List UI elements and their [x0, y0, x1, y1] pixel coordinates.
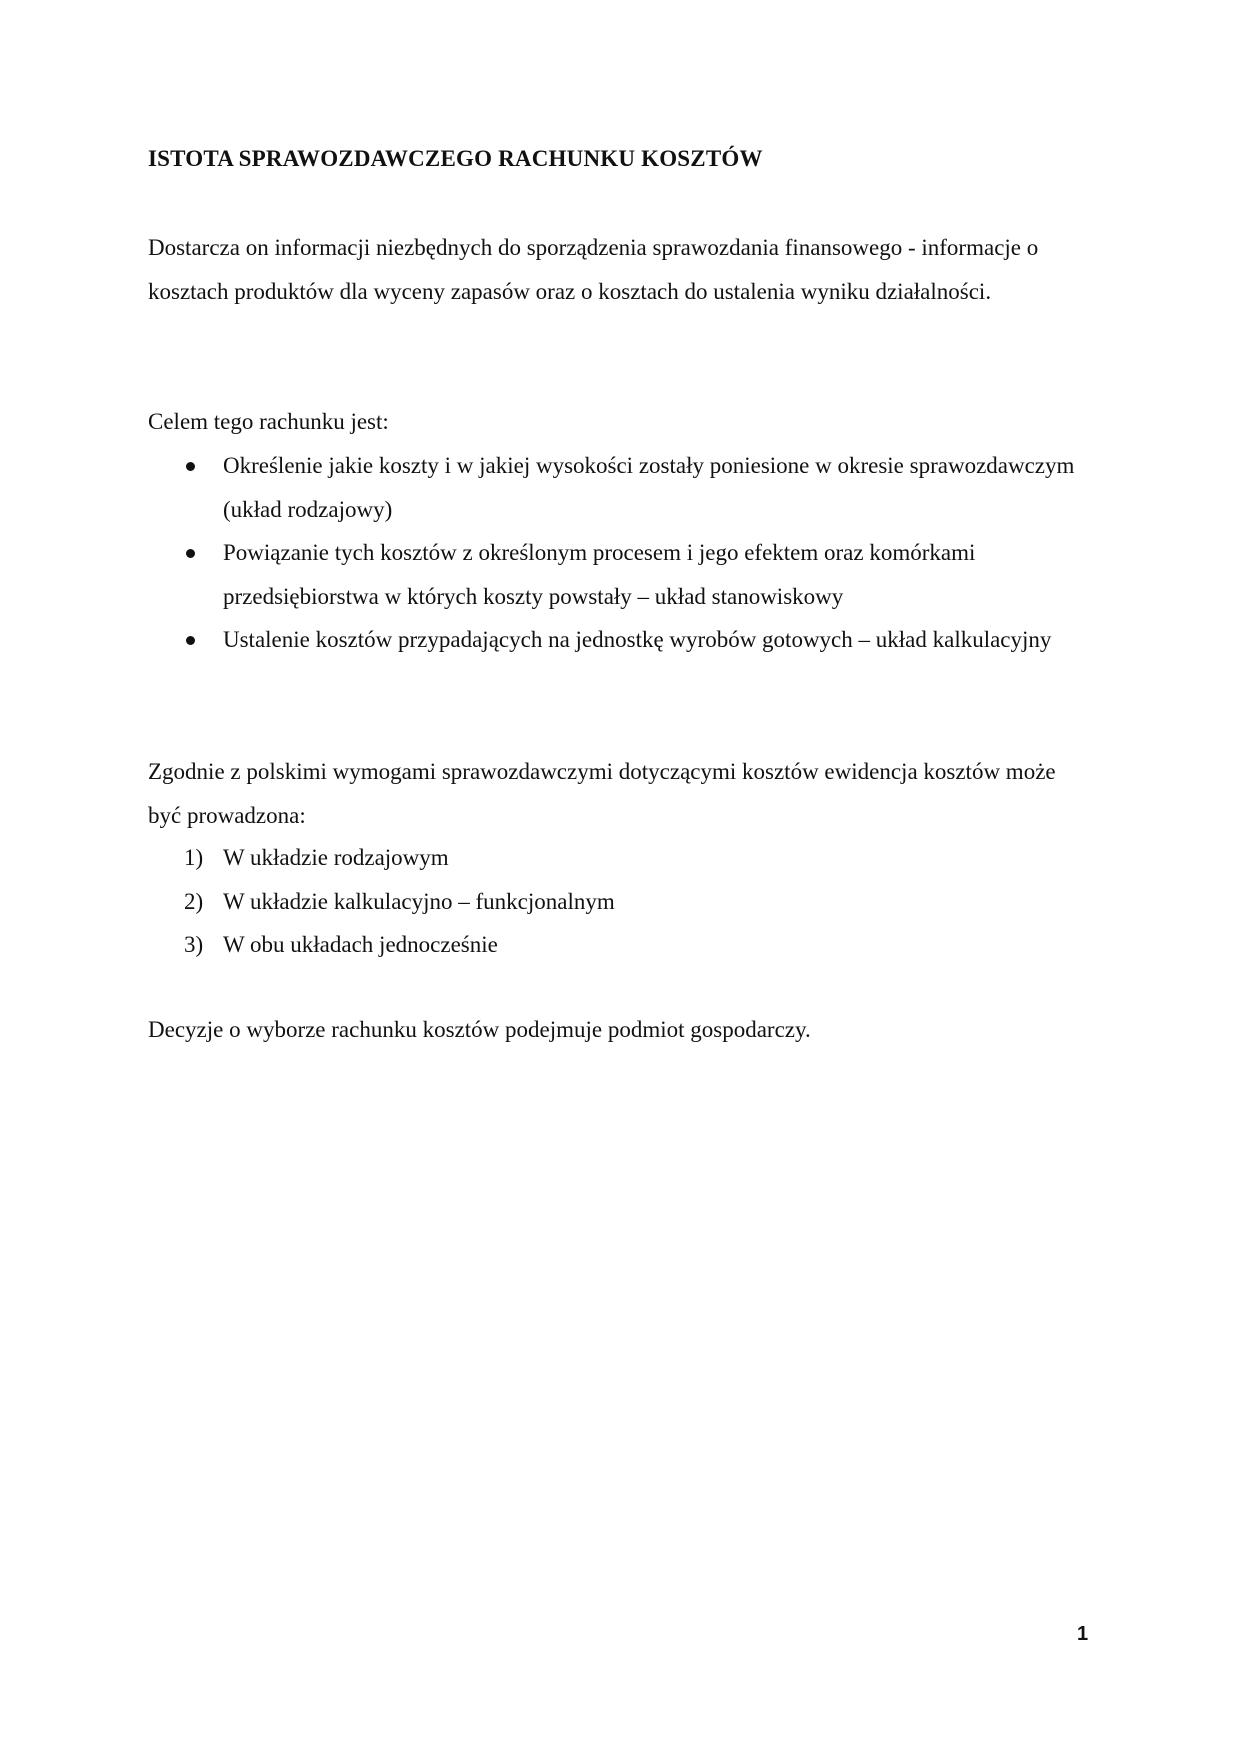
- item-number: 3): [184, 932, 204, 957]
- intro-paragraph: Dostarcza on informacji niezbędnych do sporządzenia sprawozdania finansowego - informacje o kosztach produktów dla wyceny zapasów oraz o kosztach do ustalenia wyniku działalności.: [148, 235, 1039, 304]
- item-text: W obu układach jednocześnie: [223, 932, 498, 957]
- numbered-item: [0, 923, 1240, 967]
- item-text: W układzie rodzajowym: [223, 845, 449, 870]
- numbered-item: [0, 880, 1240, 924]
- document-title: ISTOTA SPRAWOZDAWCZEGO RACHUNKU KOSZTÓW: [148, 146, 763, 171]
- bullet-icon: [186, 636, 195, 645]
- bullet-item: [0, 444, 1240, 531]
- page-number: 1: [1077, 1623, 1089, 1645]
- numbered-item: [0, 836, 1240, 880]
- bullet-text: Ustalenie kosztów przypadających na jednostkę wyrobów gotowych – układ kalkulacyjny: [223, 627, 1052, 652]
- item-number: 1): [184, 845, 204, 870]
- bullet-icon: [186, 549, 195, 558]
- bullet-text: Określenie jakie koszty i w jakiej wysokości zostały poniesione w okresie sprawozdawczym (układ rodzajowy): [223, 453, 1075, 522]
- goal-heading: Celem tego rachunku jest:: [148, 409, 389, 434]
- decision-sentence: Decyzje o wyborze rachunku kosztów podejmuje podmiot gospodarczy.: [148, 1017, 811, 1042]
- item-number: 2): [184, 888, 204, 914]
- records-paragraph: Zgodnie z polskimi wymogami sprawozdawczymi dotyczącymi kosztów ewidencja kosztów może być prowadzona:: [148, 759, 1056, 828]
- bullet-item: [0, 531, 1240, 618]
- numbered-list: [0, 836, 1240, 967]
- goals-bullet-list: [0, 444, 1240, 662]
- bullet-icon: [186, 462, 195, 471]
- bullet-text: Powiązanie tych kosztów z określonym procesem i jego efektem oraz komórkami przedsiębiorstwa w których koszty powstały – układ stanowiskowy: [223, 540, 976, 609]
- bullet-item: [0, 618, 1240, 662]
- item-text: W układzie kalkulacyjno – funkcjonalnym: [223, 888, 615, 914]
